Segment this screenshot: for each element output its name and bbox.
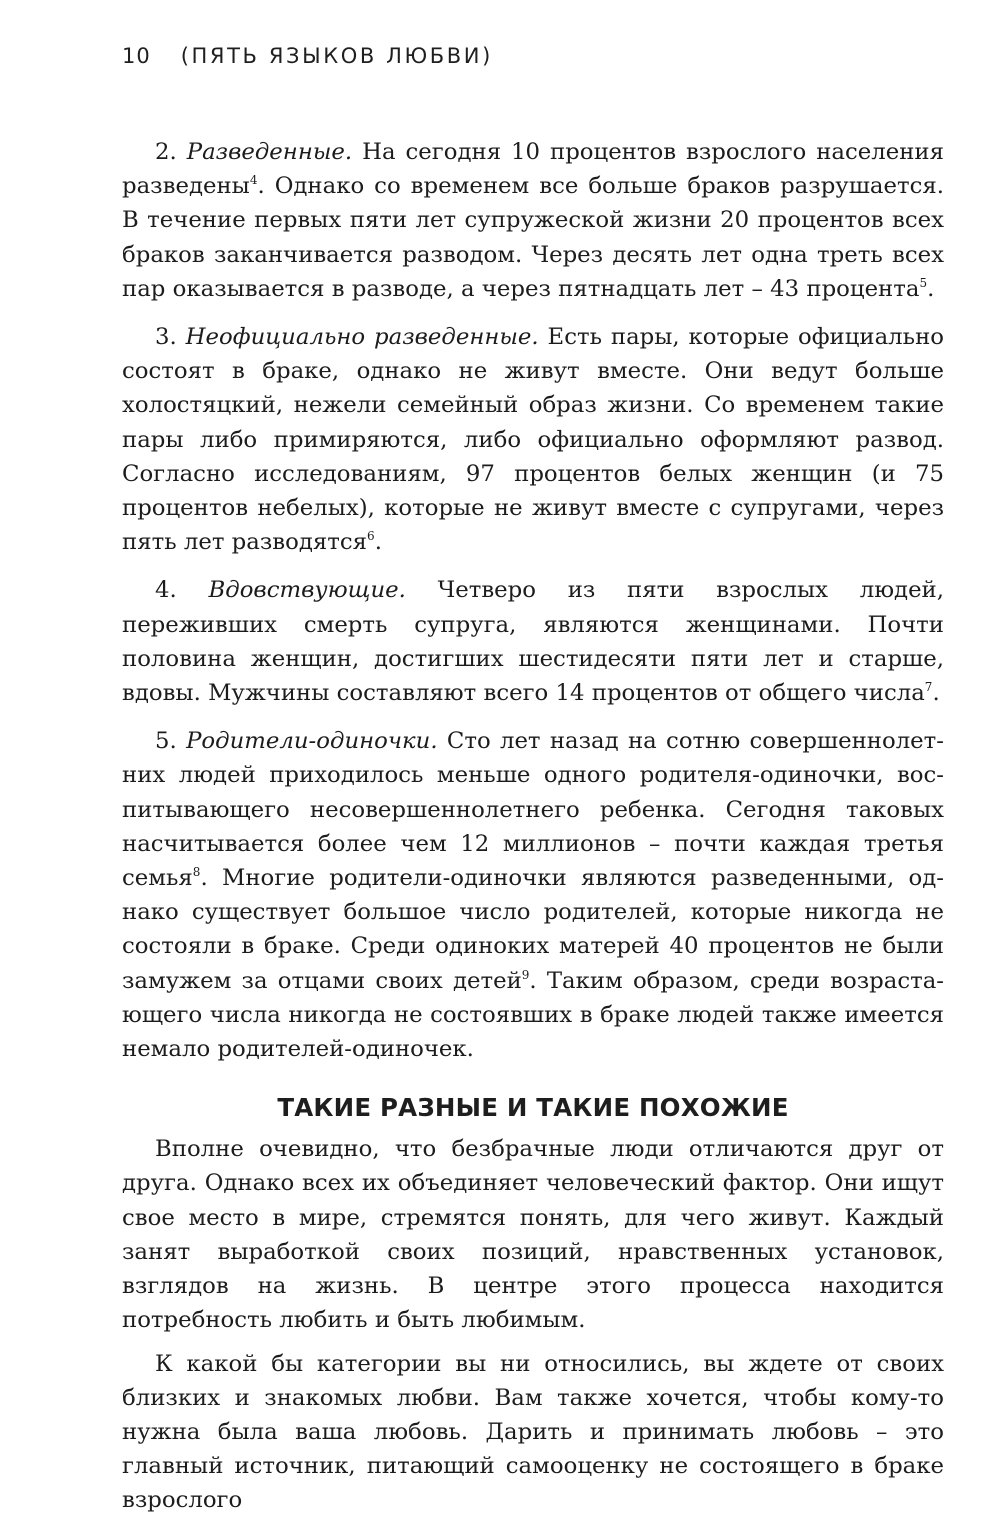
section-paragraph: Вполне очевидно, что безбрачные люди отличаются друг от друга. Однако всех их объединяет человеческий фактор. Они ищут свое место в мире, стремятся понять, для чего живут. Каждый занят выработкой своих позиций, нравственных установок, взглядов на жизнь. В центре этого процесса находится потребность любить и быть любимым. xyxy=(122,1136,944,1334)
section-heading: ТАКИЕ РАЗНЫЕ И ТАКИЕ ПОХОЖИЕ xyxy=(277,1093,789,1123)
item-text: . xyxy=(927,275,935,302)
item-text: . Таким образом, среди возрастающего числа никогда не состоявших в браке людей также имеется немало родителей-одиночек. xyxy=(122,967,944,1063)
page-number: 10 xyxy=(122,44,151,68)
section-paragraph: К какой бы категории вы ни относились, вы ждете от своих близких и знакомых любви. Вам также хочется, чтобы кому-то нужна была ваша любовь. Дарить и принимать любовь – это главный источник, питающий самооценку не состоящего в браке взрослого xyxy=(122,1350,944,1514)
footnote-ref: 8 xyxy=(192,865,201,880)
item-text: На сегодня 10 процентов взрослого населения разведены xyxy=(122,139,944,200)
item-text: . xyxy=(932,680,940,707)
running-header xyxy=(122,44,493,68)
footnote-ref: 6 xyxy=(367,529,375,544)
footnote-ref: 4 xyxy=(249,173,258,188)
list-item-widowed xyxy=(122,573,944,710)
footnote-ref: 5 xyxy=(919,275,928,290)
footnote-ref: 9 xyxy=(521,967,530,982)
list-item-single-parents xyxy=(122,724,944,1066)
item-number: 4. xyxy=(155,577,177,604)
item-text: Сто лет назад на сотню совершеннолетних людей приходилось меньше одного родителя-одиночки, воспитывающего несовершеннолетнего ребенка. Сегодня таковых насчитывается более чем 12 миллионов – почти каждая третья семья xyxy=(122,728,944,892)
page-body xyxy=(122,135,944,1532)
item-number: 3. xyxy=(155,324,177,351)
item-term: Родители-одиночки. xyxy=(186,728,438,755)
item-term: Неофициально разведенные. xyxy=(185,324,539,351)
list-item-divorced xyxy=(122,135,944,306)
footnote-ref: 7 xyxy=(924,680,933,695)
item-term: Вдовствующие. xyxy=(208,577,406,604)
item-text: . Однако со временем все больше браков разрушается. В течение первых пяти лет супружеской жизни 20 процентов всех браков заканчивается разводом. Через десять лет одна треть всех пар оказывается в разводе, а через пятнадцать лет – 43 процента xyxy=(122,173,944,302)
running-title: (ПЯТЬ ЯЗЫКОВ ЛЮБВИ) xyxy=(180,44,493,68)
item-text: . xyxy=(374,529,382,556)
item-text: Есть пары, которые официально состоят в браке, однако не живут вместе. Они ведут больше холостяцкий, нежели семейный образ жизни. Со временем такие пары либо примиряются, либо официально оформляют развод. Согласно исследованиям, 97 процентов белых женщин (и 75 процентов небелых), которые не живут вместе с супругами, через пять лет разводятся xyxy=(122,324,944,556)
item-term: Разведенные. xyxy=(186,139,353,165)
item-number: 5. xyxy=(155,728,177,755)
item-text: Четверо из пяти взрослых людей, переживших смерть супруга, являются женщинами. Почти половина женщин, достигших шестидесяти пяти лет и старше, вдовы. Мужчины составляют всего 14 процентов от общего числа xyxy=(122,577,945,707)
item-text: . Многие родители-одиночки являются разведенными, однако существует большое число родителей, которые никогда не состояли в браке. Среди одиноких матерей 40 процентов не были замужем за отцами своих детей xyxy=(122,865,944,994)
item-number: 2. xyxy=(155,139,177,165)
list-item-separated xyxy=(122,320,944,559)
